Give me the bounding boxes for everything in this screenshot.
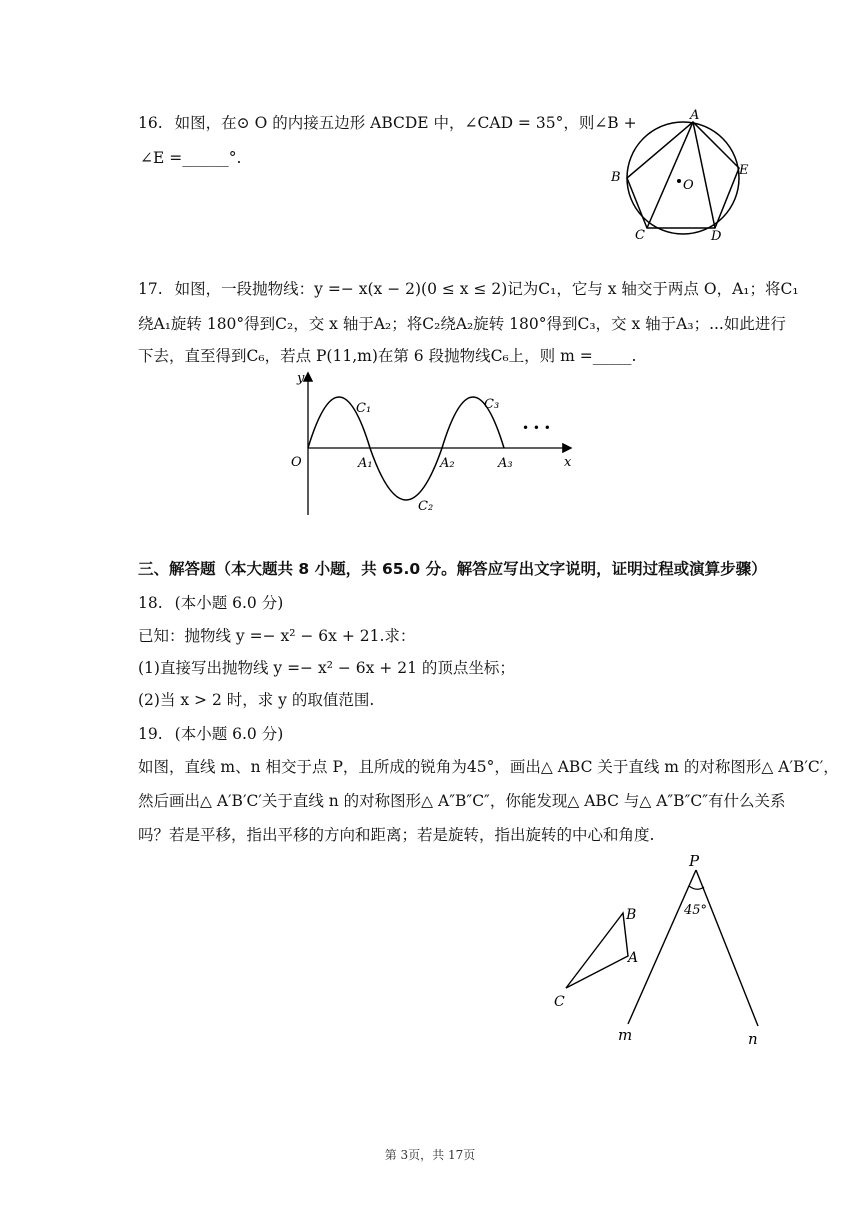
- q16-circle-pentagon-figure: [605, 108, 765, 243]
- q16-chord-ac: [647, 122, 693, 228]
- q16-text-1: 如图，在⊙ O 的内接五边形 ABCDE 中，∠CAD = 35°，则∠B +: [174, 114, 637, 132]
- section3-heading: 三、解答题（本大题共 8 小题，共 65.0 分。解答应写出文字说明，证明过程或演算步骤）: [138, 560, 767, 578]
- q18-line1: 已知：抛物线 y =− x² − 6x + 21.求：: [138, 627, 416, 645]
- q18-number: 18.: [138, 594, 163, 612]
- q19-label-angle: 45°: [684, 903, 708, 918]
- q16-label-o: O: [683, 178, 694, 193]
- q19-label-m: m: [618, 1026, 633, 1044]
- q17-text-1: 如图，一段抛物线：y =− x(x − 2)(0 ≤ x ≤ 2)记为C₁，它与 x 轴交于两点 O，A₁；将C₁: [174, 280, 799, 298]
- q16-label-b: B: [611, 170, 621, 185]
- q19-line-m: [628, 870, 696, 1024]
- q16-label-c: C: [635, 228, 645, 243]
- q18-score: (本小题 6.0 分): [174, 594, 284, 612]
- q17-label-x: x: [564, 455, 572, 470]
- q16-line1: [138, 112, 637, 134]
- q16-label-e: E: [739, 163, 749, 178]
- q18-header: [138, 592, 283, 614]
- q19-score: (本小题 6.0 分): [174, 725, 284, 743]
- q18-line3: (2)当 x > 2 时，求 y 的取值范围.: [138, 691, 375, 709]
- q19-number: 19.: [138, 725, 163, 743]
- q16-line2: ∠E =______°.: [140, 149, 242, 167]
- q17-number: 17.: [138, 280, 163, 298]
- q19-label-a: A: [628, 950, 639, 966]
- q17-line2: 绕A₁旋转 180°得到C₂，交 x 轴于A₂；将C₂绕A₂旋转 180°得到C₃，交 x 轴于A₃；...如此进行: [138, 315, 786, 333]
- q19-label-b: B: [626, 907, 637, 923]
- q18-line2: (1)直接写出抛物线 y =− x² − 6x + 21 的顶点坐标；: [138, 659, 515, 677]
- q17-label-a1: A₁: [358, 456, 373, 471]
- q17-label-c1: C₁: [356, 401, 372, 416]
- q16-center-dot: [677, 179, 681, 183]
- q19-reflection-figure: [548, 848, 778, 1048]
- q19-line-n: [696, 870, 758, 1026]
- q17-label-a2: A₂: [440, 456, 455, 471]
- q19-line3: 吗？若是平移，指出平移的方向和距离；若是旋转，指出旋转的中心和角度.: [138, 826, 655, 844]
- q17-curve-c2: [370, 448, 442, 500]
- q17-label-y: y: [297, 371, 305, 386]
- q16-number: 16.: [138, 114, 163, 132]
- q16-chord-ad: [693, 122, 715, 228]
- q17-line3: 下去，直至得到C₆，若点 P(11,m)在第 6 段抛物线C₆上，则 m =_____.: [138, 347, 637, 365]
- q19-angle-arc: [689, 886, 704, 889]
- q19-line1: 如图，直线 m、n 相交于点 P，且所成的锐角为45°，画出△ ABC 关于直线 m 的对称图形△ A′B′C′，: [138, 758, 839, 776]
- page-footer: 第 3页，共 17页: [384, 1148, 476, 1162]
- q19-header: [138, 723, 283, 745]
- q19-label-c: C: [554, 994, 565, 1010]
- q16-label-d: D: [711, 229, 722, 244]
- q17-ellipsis: • • •: [522, 421, 551, 435]
- q19-label-n: n: [748, 1030, 758, 1048]
- q17-label-c3: C₃: [484, 397, 500, 412]
- q19-line2: 然后画出△ A′B′C′关于直线 n 的对称图形△ A″B″C″，你能发现△ ABC 与△ A″B″C″有什么关系: [138, 792, 786, 810]
- q17-label-o: O: [291, 455, 302, 470]
- q17-label-a3: A₃: [498, 456, 513, 471]
- q16-label-a: A: [690, 108, 700, 123]
- q19-label-p: P: [689, 852, 700, 870]
- q19-triangle-abc: [566, 913, 628, 988]
- q17-label-c2: C₂: [418, 499, 434, 514]
- q17-line1: [138, 278, 799, 300]
- q17-parabola-figure: [288, 370, 588, 520]
